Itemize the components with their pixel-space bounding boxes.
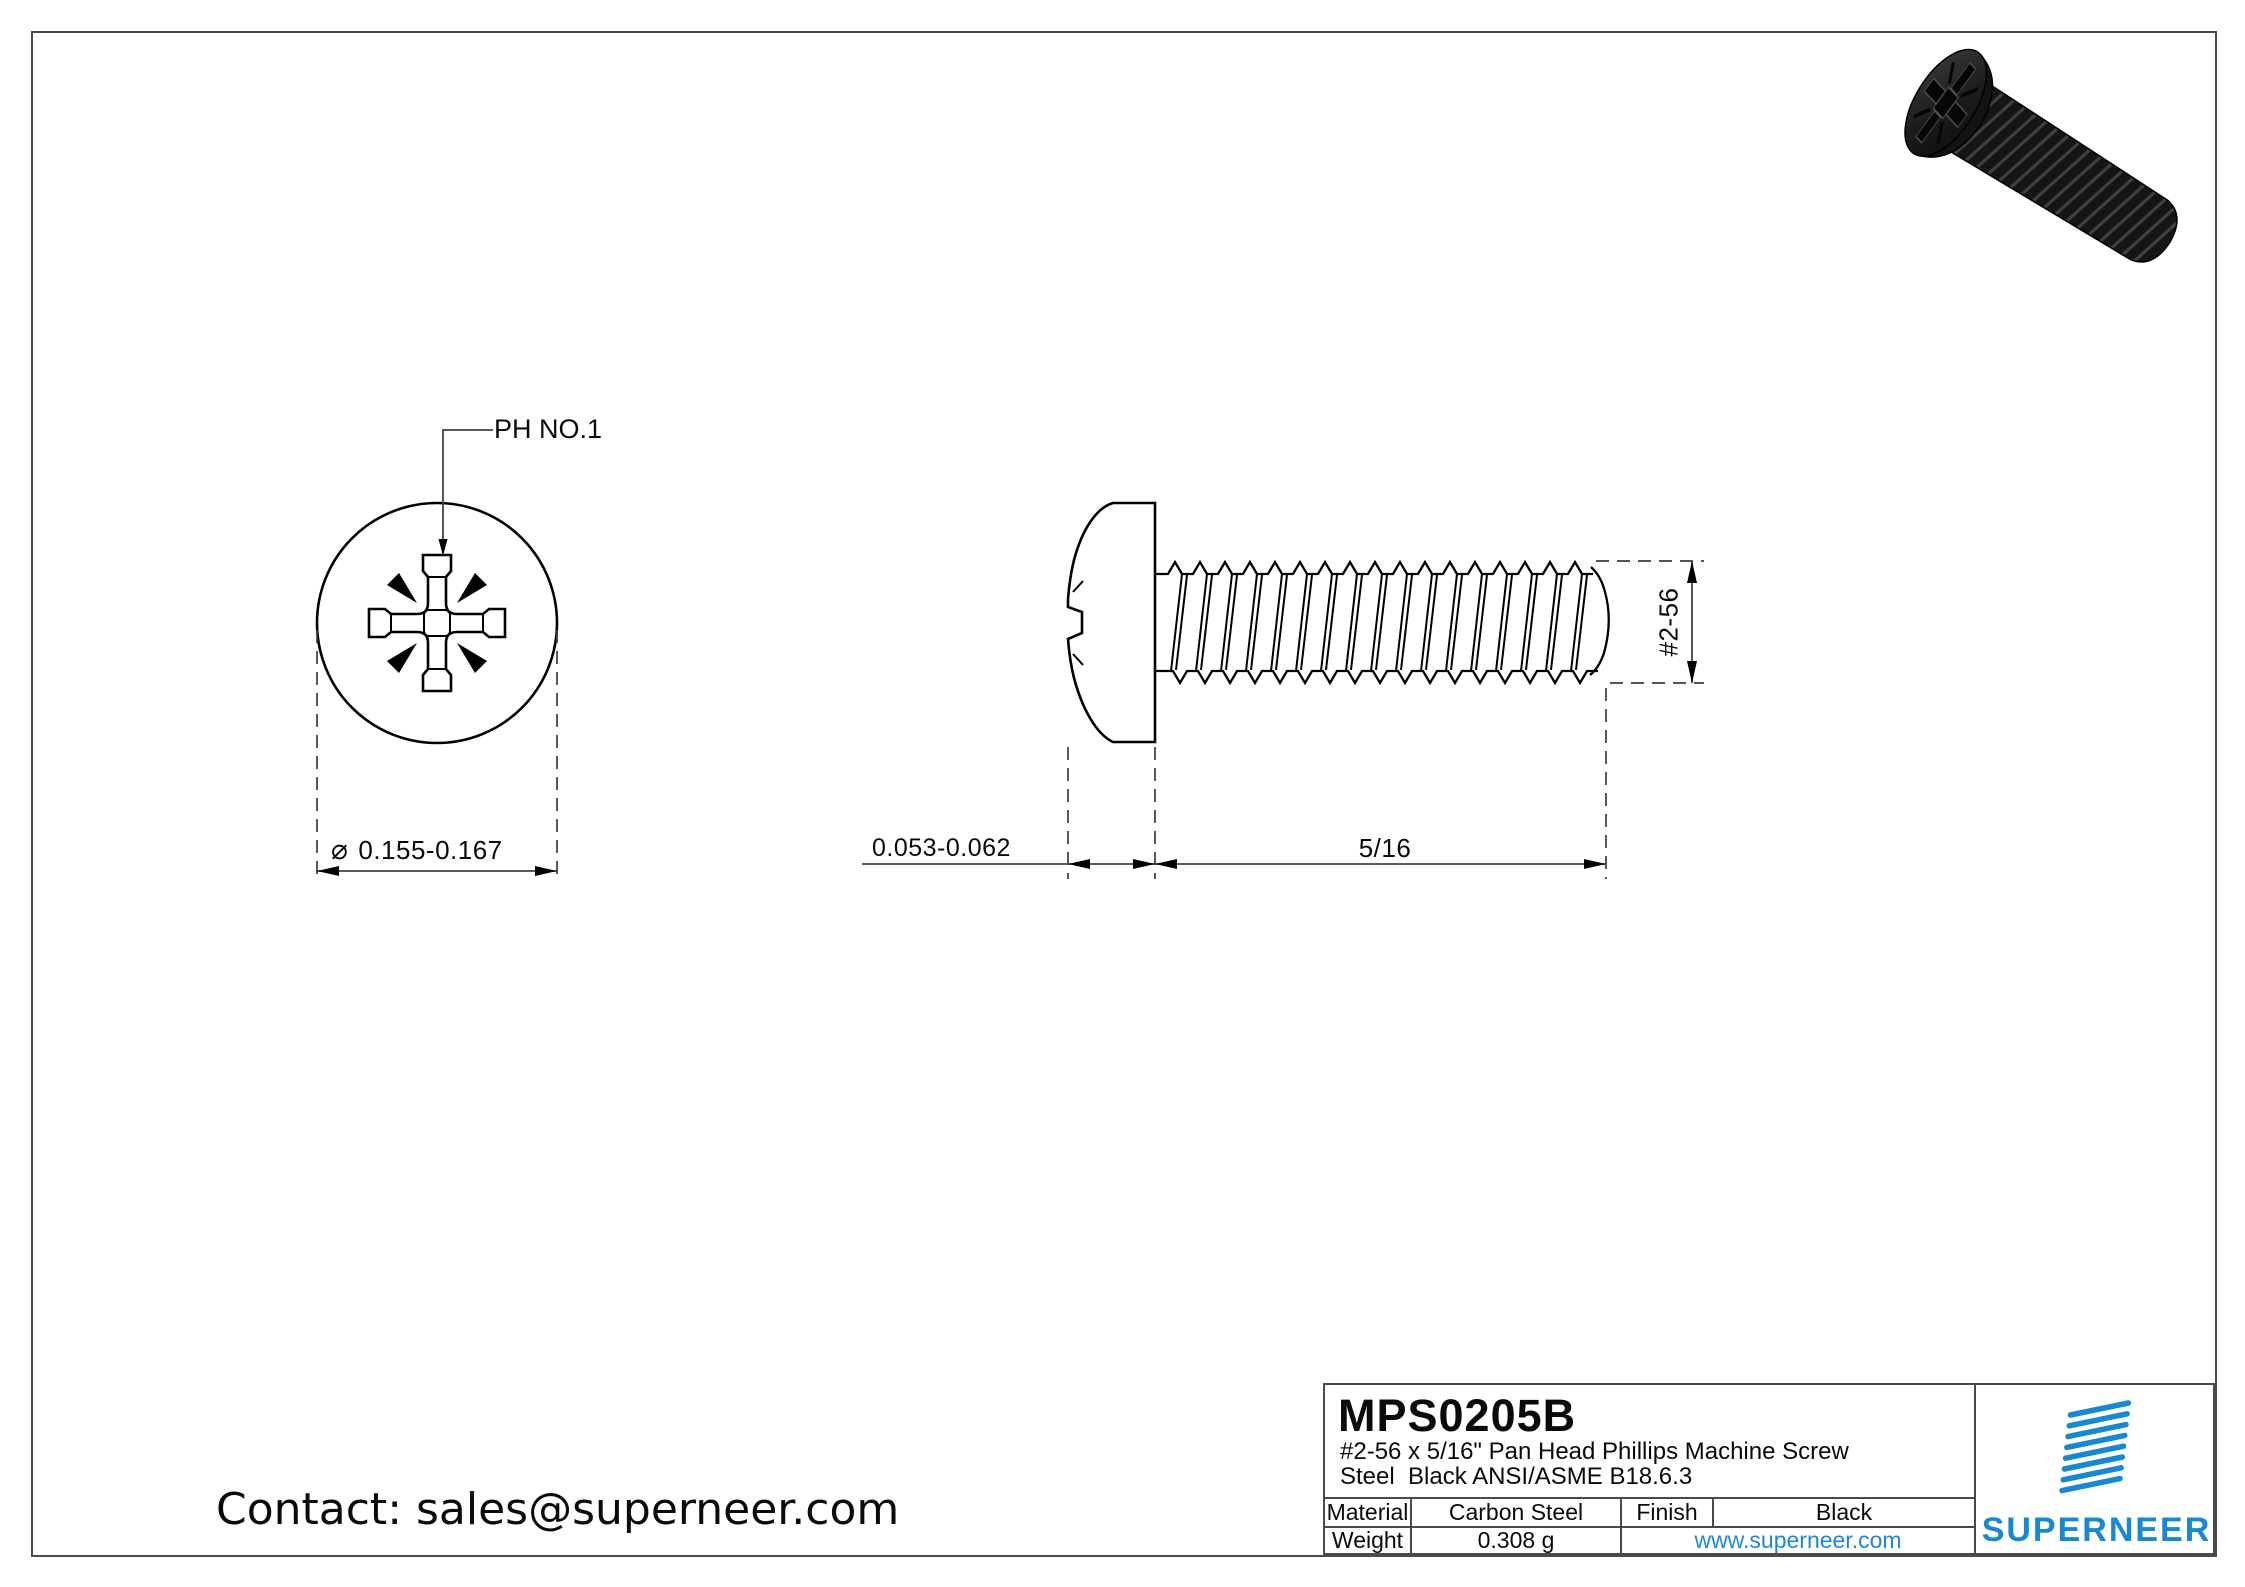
finish-value: Black: [1815, 1499, 1873, 1525]
front-view: [317, 503, 557, 743]
dimension-arrowhead: [535, 866, 557, 876]
side-view: [1068, 503, 1609, 742]
ph-drive-label: PH NO.1: [494, 414, 603, 444]
part-description-line2: Steel Black ANSI/ASME B18.6.3: [1340, 1463, 1693, 1490]
brand-wordmark: SUPERNEER: [1981, 1511, 2212, 1549]
ph-leader-line: [443, 430, 493, 548]
pozidriv-cross-outline: [369, 555, 505, 691]
head-outline-circle: [317, 503, 557, 743]
length-dimension: 5/16: [1358, 833, 1412, 863]
finish-label: Finish: [1636, 1499, 1698, 1525]
thread-top-edge: [1155, 562, 1593, 574]
weight-label: Weight: [1331, 1527, 1404, 1553]
contact-text: Contact: sales@superneer.com: [216, 1484, 900, 1535]
part-description-line1: #2-56 x 5/16" Pan Head Phillips Machine Screw: [1340, 1438, 1849, 1465]
dimension-arrowhead: [1584, 859, 1606, 869]
dimension-arrowhead: [439, 539, 448, 556]
dimension-lines: [317, 430, 1704, 879]
head-height-dimension: 0.053-0.062: [872, 834, 1011, 862]
thread-size-dimension: #2-56: [1653, 587, 1684, 657]
website-link[interactable]: www.superneer.com: [1694, 1527, 1902, 1553]
material-value: Carbon Steel: [1448, 1499, 1584, 1525]
dimension-arrowhead: [1687, 561, 1697, 583]
dimension-arrowhead: [1133, 859, 1155, 869]
part-number: MPS0205B: [1338, 1390, 1577, 1441]
head-profile: [1068, 503, 1155, 742]
diameter-symbol: ⌀: [331, 834, 349, 865]
dimension-arrowhead: [317, 866, 339, 876]
weight-value: 0.308 g: [1477, 1527, 1555, 1553]
screw-3d-render: [1889, 36, 2202, 294]
thread-flank-lines: [1171, 574, 1587, 671]
head-diameter-dimension: [331, 833, 503, 866]
dimension-arrowhead: [1687, 661, 1697, 683]
dimension-arrowhead: [1068, 859, 1090, 869]
head-diameter-value: 0.155-0.167: [358, 835, 503, 865]
thread-bottom-edge: [1155, 671, 1598, 683]
pozidriv-center-square: [424, 610, 450, 636]
thread-end-cap: [1590, 567, 1609, 675]
dimension-arrowhead: [1155, 859, 1177, 869]
pozidriv-tick-marks: [387, 573, 487, 673]
title-block: [1323, 1383, 2215, 1555]
thread-dia-extension-lines: [1596, 561, 1704, 683]
title-block-line: [1974, 1385, 1976, 1553]
material-label: Material: [1326, 1499, 1409, 1525]
